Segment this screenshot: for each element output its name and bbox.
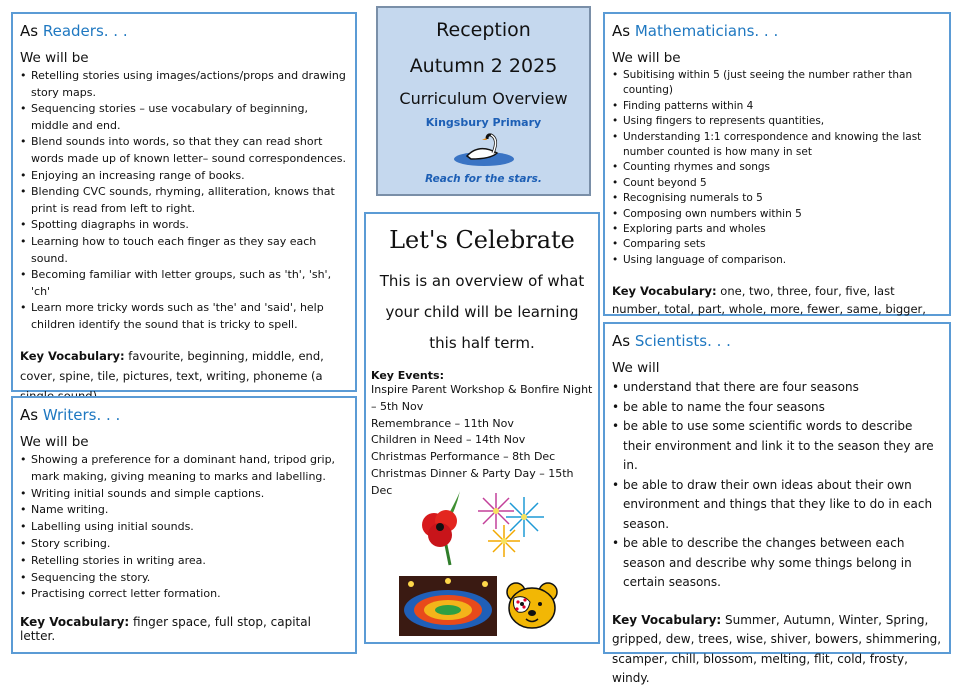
overview-title: Curriculum Overview — [399, 89, 568, 108]
list-item: • be able to name the four seasons — [612, 398, 942, 418]
event-item: Christmas Performance – 8th Dec — [371, 450, 556, 464]
writers-title: As Writers. . . — [20, 406, 121, 424]
mathematicians-list — [612, 68, 942, 268]
list-item: • Exploring parts and wholes — [612, 222, 942, 237]
readers-title: As Readers. . . — [20, 22, 128, 40]
scientists-intro: We will — [612, 360, 660, 376]
overview-text: This is an overview of what your child will be learning this half term. — [379, 272, 585, 352]
list-item: • Comparing sets — [612, 237, 942, 252]
header-box — [376, 6, 591, 196]
fireworks-icon — [472, 487, 548, 563]
list-item: • understand that there are four seasons — [612, 378, 942, 398]
list-item: • Story scribing. — [20, 536, 348, 553]
events-list — [371, 382, 593, 500]
rangoli-icon — [399, 576, 497, 636]
list-item: • be able to use some scientific words to describe their environment and link it to the season they are in. — [612, 417, 942, 476]
list-item: • Name writing. — [20, 502, 348, 519]
list-item: • Learn more tricky words such as 'the' and 'said', help children identify the sound that is tricky to spell. — [20, 300, 348, 333]
list-item: • Recognising numerals to 5 — [612, 191, 942, 206]
list-item: • Retelling stories in writing area. — [20, 553, 348, 570]
list-item: • Counting rhymes and songs — [612, 160, 942, 175]
poppy-icon — [418, 489, 464, 567]
list-item: • be able to describe the changes between each season and describe why some things belong in certain seasons. — [612, 534, 942, 593]
list-item: • Labelling using initial sounds. — [20, 519, 348, 536]
event-item: Inspire Parent Workshop & Bonfire Night – 5th Nov — [371, 383, 593, 413]
event-item: Christmas Dinner & Party Day – 15th Dec — [371, 466, 574, 497]
scientists-vocabulary: Key Vocabulary: Summer, Autumn, Winter, Spring, gripped, dew, trees, wise, shiver, bowers, shimmering, scamper, chill, blossom, melting, flit, cold, frosty, windy. — [612, 612, 942, 685]
scientists-list — [612, 378, 942, 593]
writers-list — [20, 452, 348, 603]
event-pictures — [366, 484, 602, 644]
list-item: • be able to draw their own ideas about their own environment and things that they like to do in each season. — [612, 476, 942, 535]
scientists-title: As Scientists. . . — [612, 332, 731, 350]
list-item: • Subitising within 5 (just seeing the number rather than counting) — [612, 68, 942, 99]
school-logo — [409, 116, 559, 185]
writers-vocabulary: Key Vocabulary: finger space, full stop, capital letter. — [20, 615, 311, 644]
mathematicians-intro: We will be — [612, 50, 681, 66]
school-motto: Reach for the stars. — [425, 173, 542, 185]
writers-panel — [11, 396, 357, 654]
celebrate-panel — [364, 212, 600, 644]
list-item: • Composing own numbers within 5 — [612, 207, 942, 222]
list-item: • Sequencing stories – use vocabulary of beginning, middle and end. — [20, 101, 348, 134]
list-item: • Finding patterns within 4 — [612, 99, 942, 114]
list-item: • Enjoying an increasing range of books. — [20, 168, 348, 185]
list-item: • Using language of comparison. — [612, 253, 942, 268]
list-item: • Blend sounds into words, so that they can read short words made up of known letter– sound correspondences. — [20, 134, 348, 167]
list-item: • Blending CVC sounds, rhyming, alliteration, knows that print is read from left to right. — [20, 184, 348, 217]
swan-icon — [449, 129, 519, 169]
readers-vocabulary: Key Vocabulary: favourite, beginning, middle, end, cover, spine, tile, pictures, text, writing, phoneme (a — [20, 348, 324, 383]
mathematicians-panel — [603, 12, 951, 316]
list-item: • Showing a preference for a dominant hand, tripod grip, mark making, giving meaning to marks and labelling. — [20, 452, 348, 486]
school-name: Kingsbury Primary — [425, 116, 542, 129]
list-item: • Understanding 1:1 correspondence and knowing the last number counted is how many in set — [612, 130, 942, 161]
readers-list — [20, 68, 348, 334]
mathematicians-title: As Mathematicians. . . — [612, 22, 779, 40]
celebrate-title: Let's Celebrate — [389, 226, 575, 254]
list-item: • Spotting diagraphs in words. — [20, 217, 348, 234]
list-item: • Becoming familiar with letter groups, such as 'th', 'sh', 'ch' — [20, 267, 348, 300]
list-item: • Using fingers to represents quantities, — [612, 114, 942, 129]
list-item: • Retelling stories using images/actions/props and drawing story maps. — [20, 68, 348, 101]
event-item: Children in Need – 14th Nov — [371, 433, 526, 447]
list-item: • Count beyond 5 — [612, 176, 942, 191]
scientists-panel — [603, 322, 951, 685]
events-heading: Key Events: — [371, 369, 444, 382]
page-title: Reception — [436, 19, 531, 41]
list-item: • Practising correct letter formation. — [20, 586, 348, 603]
readers-intro: We will be — [20, 50, 89, 66]
list-item: • Writing initial sounds and simple captions. — [20, 486, 348, 503]
readers-panel — [11, 12, 357, 392]
pudsey-bear-icon — [504, 580, 560, 632]
list-item: • Sequencing the story. — [20, 570, 348, 587]
list-item: • Learning how to touch each finger as they say each sound. — [20, 234, 348, 267]
term-title: Autumn 2 2025 — [409, 55, 558, 77]
event-item: Remembrance – 11th Nov — [371, 416, 514, 430]
mathematicians-vocabulary: Key Vocabulary: one, two, three, four, five, last number, total, part, whole, more, fewer, same, bigger, — [612, 284, 926, 317]
writers-intro: We will be — [20, 434, 89, 450]
